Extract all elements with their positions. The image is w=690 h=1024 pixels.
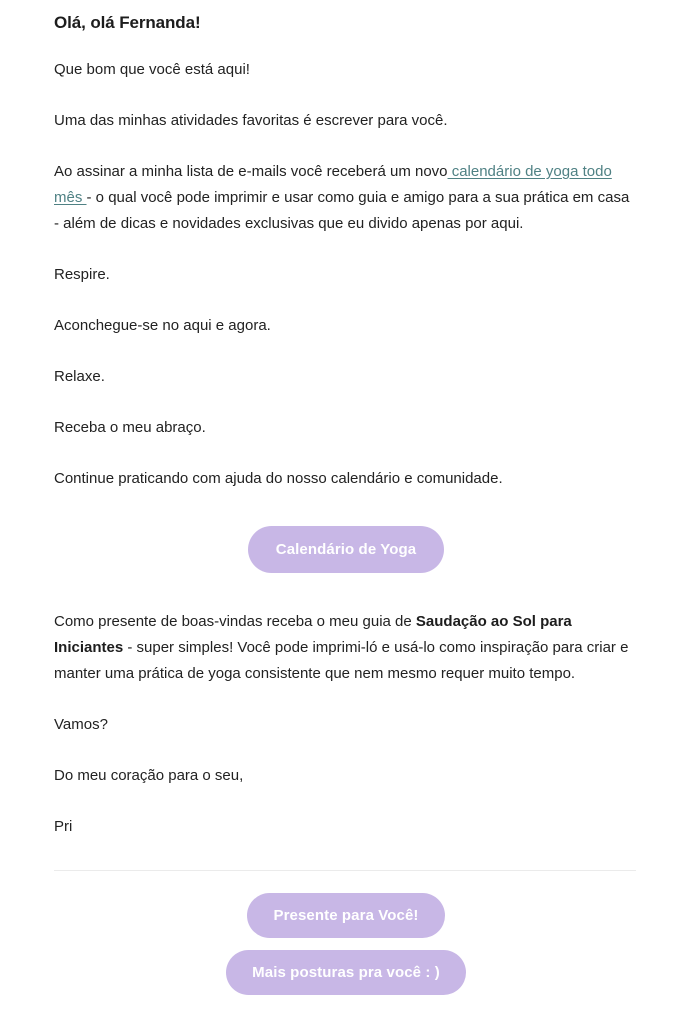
paragraph-relax: Relaxe.: [54, 367, 105, 385]
paragraph-breathe: Respire.: [54, 265, 110, 283]
calendario-de-yoga-button[interactable]: Calendário de Yoga: [248, 526, 444, 573]
paragraph-gift: [54, 609, 638, 687]
calendar-yoga-link[interactable]: calendário de yoga todo mês: [54, 162, 612, 206]
greeting-heading: Olá, olá Fernanda!: [54, 13, 201, 32]
paragraph-gift-lead: Como presente de boas-vindas receba o meu guia de: [54, 612, 416, 630]
more-poses-cta-row: [54, 950, 638, 995]
paragraph-gift-rest: - super simples! Você pode imprimi-ló e usá-lo como inspiração para criar e manter uma prática de yoga consistente que nem mesmo requer muito tempo.: [54, 638, 629, 682]
paragraph-subscribe-rest: - o qual você pode imprimir e usar como guia e amigo para a sua prática em casa - além de dicas e novidades exclusivas que eu divido apenas por aqui.: [54, 188, 630, 232]
paragraph-shall-we: Vamos?: [54, 715, 108, 733]
paragraph-favorite-activity: Uma das minhas atividades favoritas é escrever para você.: [54, 111, 448, 129]
paragraph-welcome: Que bom que você está aqui!: [54, 60, 250, 78]
paragraph-signature: Pri: [54, 817, 73, 835]
paragraph-gift-bold: Saudação ao Sol para Iniciantes: [54, 612, 572, 656]
paragraph-signoff: Do meu coração para o seu,: [54, 766, 244, 784]
paragraph-settle: Aconchegue-se no aqui e agora.: [54, 316, 271, 334]
footer-cta-group: [54, 871, 638, 995]
presente-para-voce-button[interactable]: Presente para Você!: [247, 893, 444, 938]
paragraph-subscribe-lead: Ao assinar a minha lista de e-mails você receberá um novo: [54, 162, 448, 180]
calendar-cta-row: [54, 526, 638, 573]
mais-posturas-button[interactable]: Mais posturas pra você : ): [226, 950, 466, 995]
paragraph-keep-practicing: Continue praticando com ajuda do nosso calendário e comunidade.: [54, 469, 503, 487]
paragraph-hug: Receba o meu abraço.: [54, 418, 206, 436]
gift-cta-row: [54, 893, 638, 938]
paragraph-subscribe: [54, 159, 638, 237]
